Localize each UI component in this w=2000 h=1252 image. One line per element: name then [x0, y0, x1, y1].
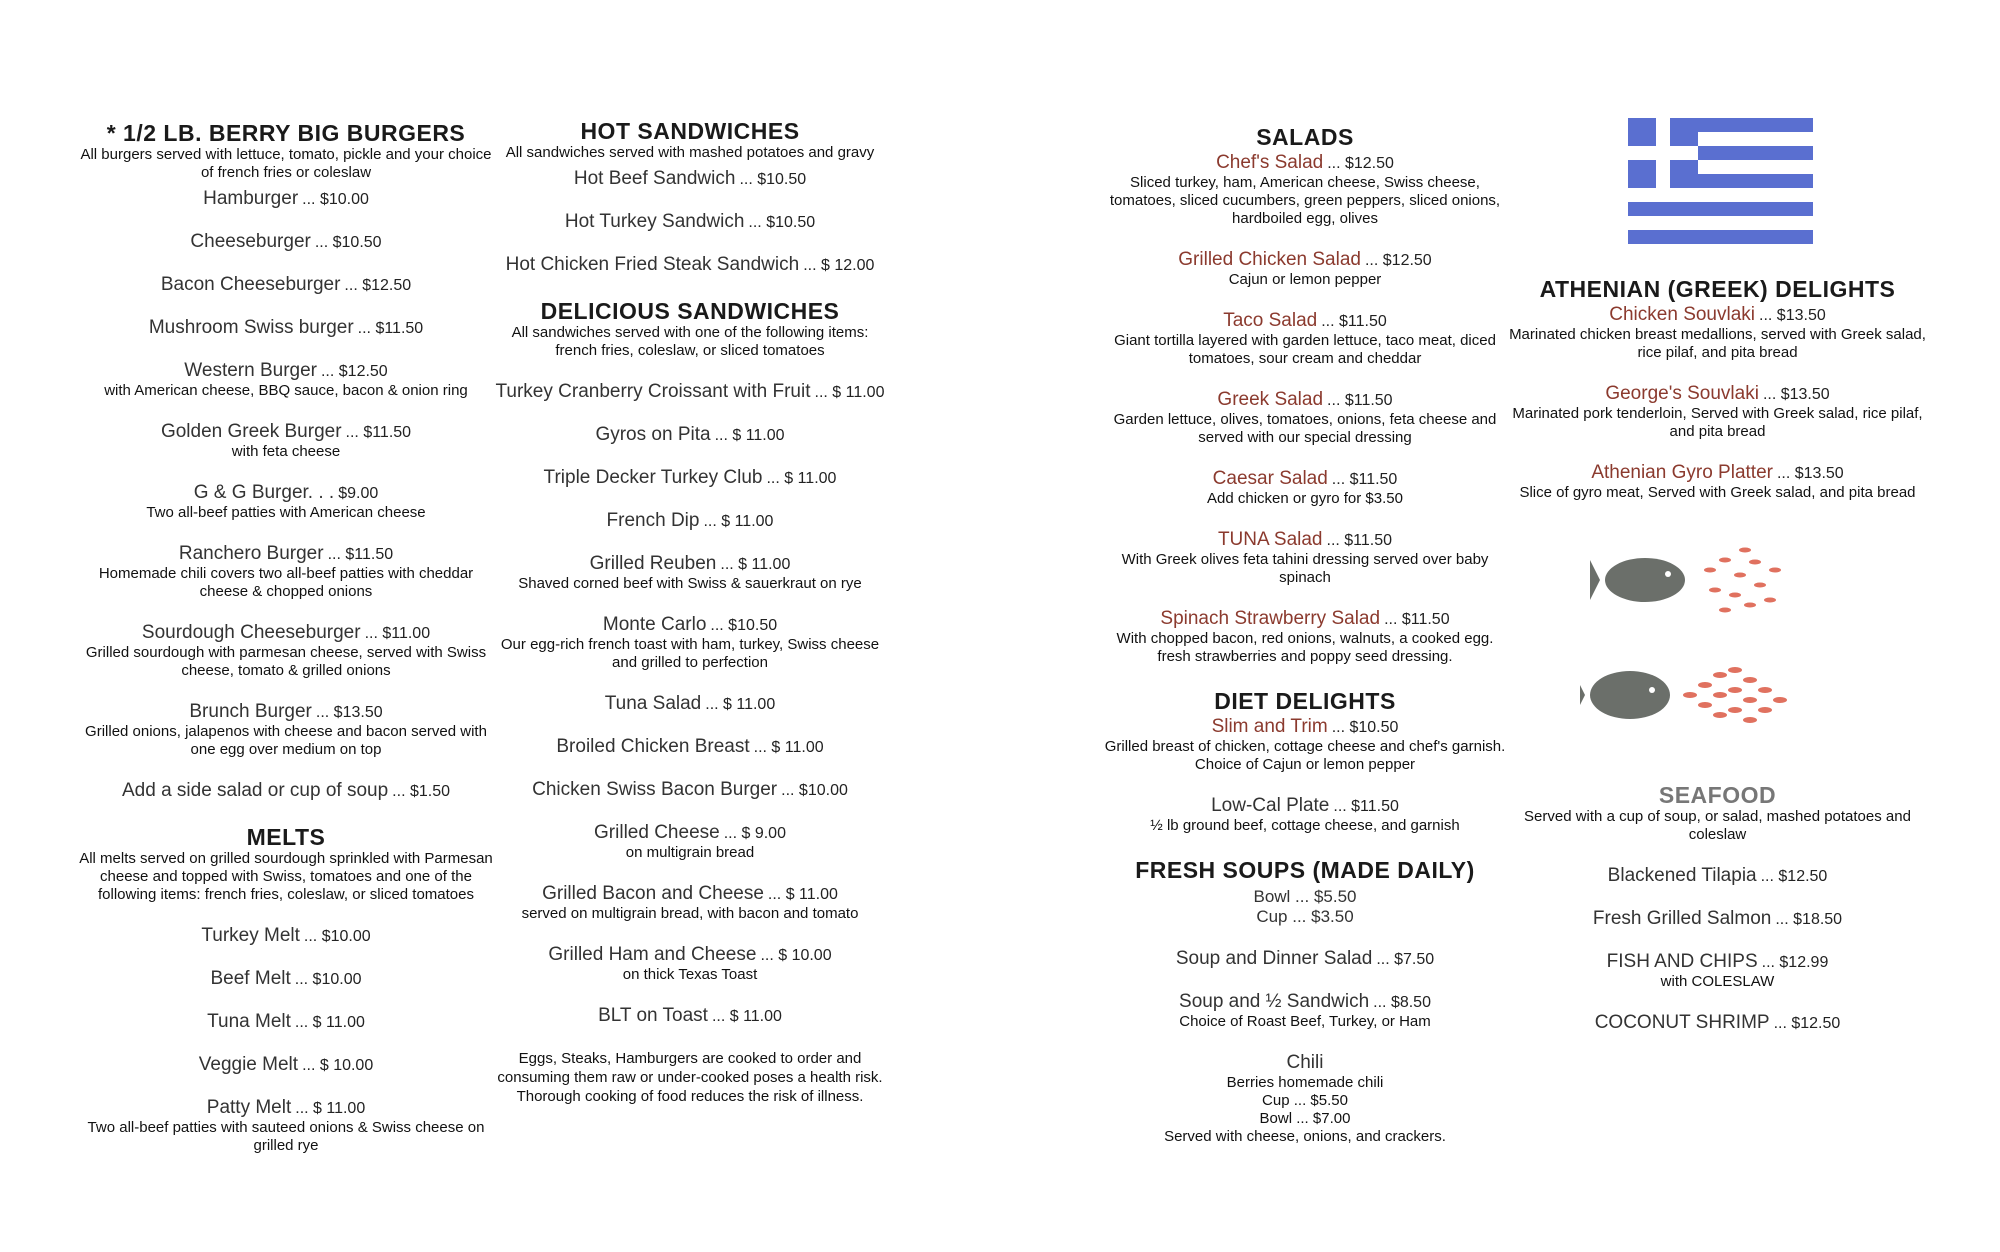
- menu-item: FISH AND CHIPS ... $12.99 with COLESLAW: [1606, 951, 1829, 990]
- menu-item: Chicken Swiss Bacon Burger ... $10.00: [532, 779, 848, 800]
- menu-item: Tuna Salad ... $ 11.00: [604, 693, 776, 714]
- soups-heading: FRESH SOUPS (MADE DAILY): [1135, 857, 1475, 883]
- menu-item: Western Burger ... $12.50 with American cheese, BBQ sauce, bacon & onion ring: [104, 360, 468, 399]
- burgers-intro: All burgers served with lettuce, tomato, pickle and your choice of french fries or coleslaw: [80, 146, 492, 181]
- seafood-heading: SEAFOOD: [1658, 782, 1777, 808]
- menu-item: Turkey Melt ... $10.00: [201, 925, 371, 946]
- menu-item: Grilled Ham and Cheese ... $ 10.00 on thick Texas Toast: [548, 944, 832, 983]
- menu-item: Ranchero Burger ... $11.50 Homemade chili covers two all-beef patties with cheddar cheese & chopped onions: [98, 543, 474, 600]
- menu-item: Mushroom Swiss burger ... $11.50: [148, 317, 424, 338]
- menu-item: George's Souvlaki ... $13.50 Marinated pork tenderloin, Served with Greek salad, rice pilaf, and pita bread: [1512, 383, 1923, 440]
- diet-heading: DIET DELIGHTS: [1214, 688, 1396, 714]
- menu-item: Low-Cal Plate ... $11.50 ½ lb ground beef, cottage cheese, and garnish: [1150, 795, 1460, 834]
- menu-item: Caesar Salad ... $11.50 Add chicken or gyro for $3.50: [1207, 468, 1403, 507]
- menu-item: Triple Decker Turkey Club ... $ 11.00: [543, 467, 837, 488]
- menu-item: Chef's Salad ... $12.50 Sliced turkey, ham, American cheese, Swiss cheese, tomatoes, sliced cucumbers, green peppers, sliced onions, hardboiled egg, olives: [1109, 152, 1501, 227]
- menu-item: Grilled Cheese ... $ 9.00 on multigrain bread: [594, 822, 786, 861]
- menu-item: Monte Carlo ... $10.50 Our egg-rich french toast with ham, turkey, Swiss cheese and grilled to perfection: [500, 614, 880, 671]
- menu-item: Soup and ½ Sandwich ... $8.50 Choice of Roast Beef, Turkey, or Ham: [1179, 991, 1431, 1030]
- menu-item: Slim and Trim ... $10.50 Grilled breast of chicken, cottage cheese and chef's garnish. Choice of Cajun or lemon pepper: [1104, 716, 1506, 773]
- melts-heading: MELTS: [246, 824, 326, 850]
- menu-item: Grilled Bacon and Cheese ... $ 11.00 served on multigrain bread, with bacon and tomato: [521, 883, 859, 922]
- menu-item: Hot Chicken Fried Steak Sandwich ... $ 12.00: [505, 254, 875, 275]
- menu-item: Athenian Gyro Platter ... $13.50 Slice of gyro meat, Served with Greek salad, and pita bread: [1519, 462, 1916, 501]
- melts-intro: All melts served on grilled sourdough sprinkled with Parmesan cheese and topped with Swiss, tomatoes and one of the following items: french fries, coleslaw, or sliced tomatoes: [79, 850, 493, 903]
- menu-item: Hamburger ... $10.00: [203, 188, 369, 209]
- menu-item: Cheeseburger ... $10.50: [190, 231, 382, 252]
- salads-heading: SALADS: [1256, 124, 1354, 150]
- menu-item: Greek Salad ... $11.50 Garden lettuce, olives, tomatoes, onions, feta cheese and served with our special dressing: [1113, 389, 1497, 446]
- menu-item: Add a side salad or cup of soup ... $1.50: [121, 780, 450, 801]
- menu-item: G & G Burger. . . $9.00 Two all-beef patties with American cheese: [146, 482, 426, 521]
- column-burgers-melts: [76, 120, 496, 1155]
- chili-item: Chili Berries homemade chili Cup ... $5.50 Bowl ... $7.00 Served with cheese, onions, and crackers.: [1164, 1052, 1446, 1145]
- menu-item: Veggie Melt ... $ 10.00: [198, 1054, 374, 1075]
- menu-item: BLT on Toast ... $ 11.00: [598, 1005, 782, 1026]
- soup-bowl: Bowl ... $5.50: [1253, 887, 1357, 906]
- seafood-intro: Served with a cup of soup, or salad, mashed potatoes and coleslaw: [1524, 808, 1911, 843]
- menu-item: Fresh Grilled Salmon ... $18.50: [1592, 908, 1843, 929]
- fish-chasing-school-icon: [1590, 540, 1790, 640]
- fish-school-shape-icon: [1580, 650, 1790, 745]
- menu-item: Golden Greek Burger ... $11.50 with feta cheese: [160, 421, 412, 460]
- menu-item: Soup and Dinner Salad ... $7.50: [1175, 948, 1435, 969]
- menu-item: Hot Turkey Sandwich ... $10.50: [564, 211, 816, 232]
- menu-item: Beef Melt ... $10.00: [210, 968, 362, 989]
- soup-cup: Cup ... $3.50: [1256, 907, 1354, 926]
- menu-item: COCONUT SHRIMP ... $12.50: [1594, 1012, 1841, 1033]
- menu-item: Grilled Chicken Salad ... $12.50 Cajun or lemon pepper: [1178, 249, 1432, 288]
- delicious-sandwiches-intro: All sandwiches served with one of the following items: french fries, coleslaw, or sliced tomatoes: [511, 324, 869, 359]
- menu-item: Sourdough Cheeseburger ... $11.00 Grilled sourdough with parmesan cheese, served with Swiss cheese, tomato & grilled onions: [85, 622, 487, 679]
- menu-item: Patty Melt ... $ 11.00 Two all-beef patties with sauteed onions & Swiss cheese on grilled rye: [87, 1097, 485, 1154]
- greek-flag-icon: [1628, 118, 1813, 245]
- menu-item: Turkey Cranberry Croissant with Fruit ... $ 11.00: [495, 381, 885, 402]
- athenian-heading: ATHENIAN (GREEK) DELIGHTS: [1539, 276, 1896, 302]
- hot-sandwiches-heading: HOT SANDWICHES: [580, 118, 800, 144]
- menu-item: Spinach Strawberry Salad ... $11.50 With chopped bacon, red onions, walnuts, a cooked egg. fresh strawberries and poppy seed dressing.: [1116, 608, 1494, 665]
- menu-item: TUNA Salad ... $11.50 With Greek olives feta tahini dressing served over baby spinach: [1121, 529, 1489, 586]
- menu-item: Hot Beef Sandwich ... $10.50: [573, 168, 807, 189]
- burgers-heading: * 1/2 LB. BERRY BIG BURGERS: [106, 120, 466, 146]
- hot-sandwiches-intro: All sandwiches served with mashed potatoes and gravy: [505, 144, 875, 161]
- menu-item: Bacon Cheeseburger ... $12.50: [160, 274, 412, 295]
- menu-item: Chicken Souvlaki ... $13.50 Marinated chicken breast medallions, served with Greek salad, rice pilaf, and pita bread: [1509, 304, 1926, 361]
- menu-item: Blackened Tilapia ... $12.50: [1607, 865, 1828, 886]
- menu-item: Gyros on Pita ... $ 11.00: [595, 424, 785, 445]
- menu-item: Tuna Melt ... $ 11.00: [207, 1011, 365, 1032]
- column-sandwiches: [490, 118, 890, 1106]
- delicious-sandwiches-heading: DELICIOUS SANDWICHES: [540, 298, 840, 324]
- health-warning: Eggs, Steaks, Hamburgers are cooked to order and consuming them raw or under-cooked poses a health risk. Thorough cooking of food reduces the risk of illness.: [497, 1050, 883, 1105]
- column-salads-soups: [1100, 124, 1510, 1146]
- right-page: [1000, 0, 2000, 1252]
- menu-item: Grilled Reuben ... $ 11.00 Shaved corned beef with Swiss & sauerkraut on rye: [518, 553, 862, 592]
- menu-item: French Dip ... $ 11.00: [606, 510, 774, 531]
- menu-item: Broiled Chicken Breast ... $ 11.00: [556, 736, 824, 757]
- menu-item: Taco Salad ... $11.50 Giant tortilla layered with garden lettuce, taco meat, diced tomatoes, sour cream and cheddar: [1114, 310, 1496, 367]
- menu-item: Brunch Burger ... $13.50 Grilled onions, jalapenos with cheese and bacon served with one egg over medium on top: [85, 701, 487, 758]
